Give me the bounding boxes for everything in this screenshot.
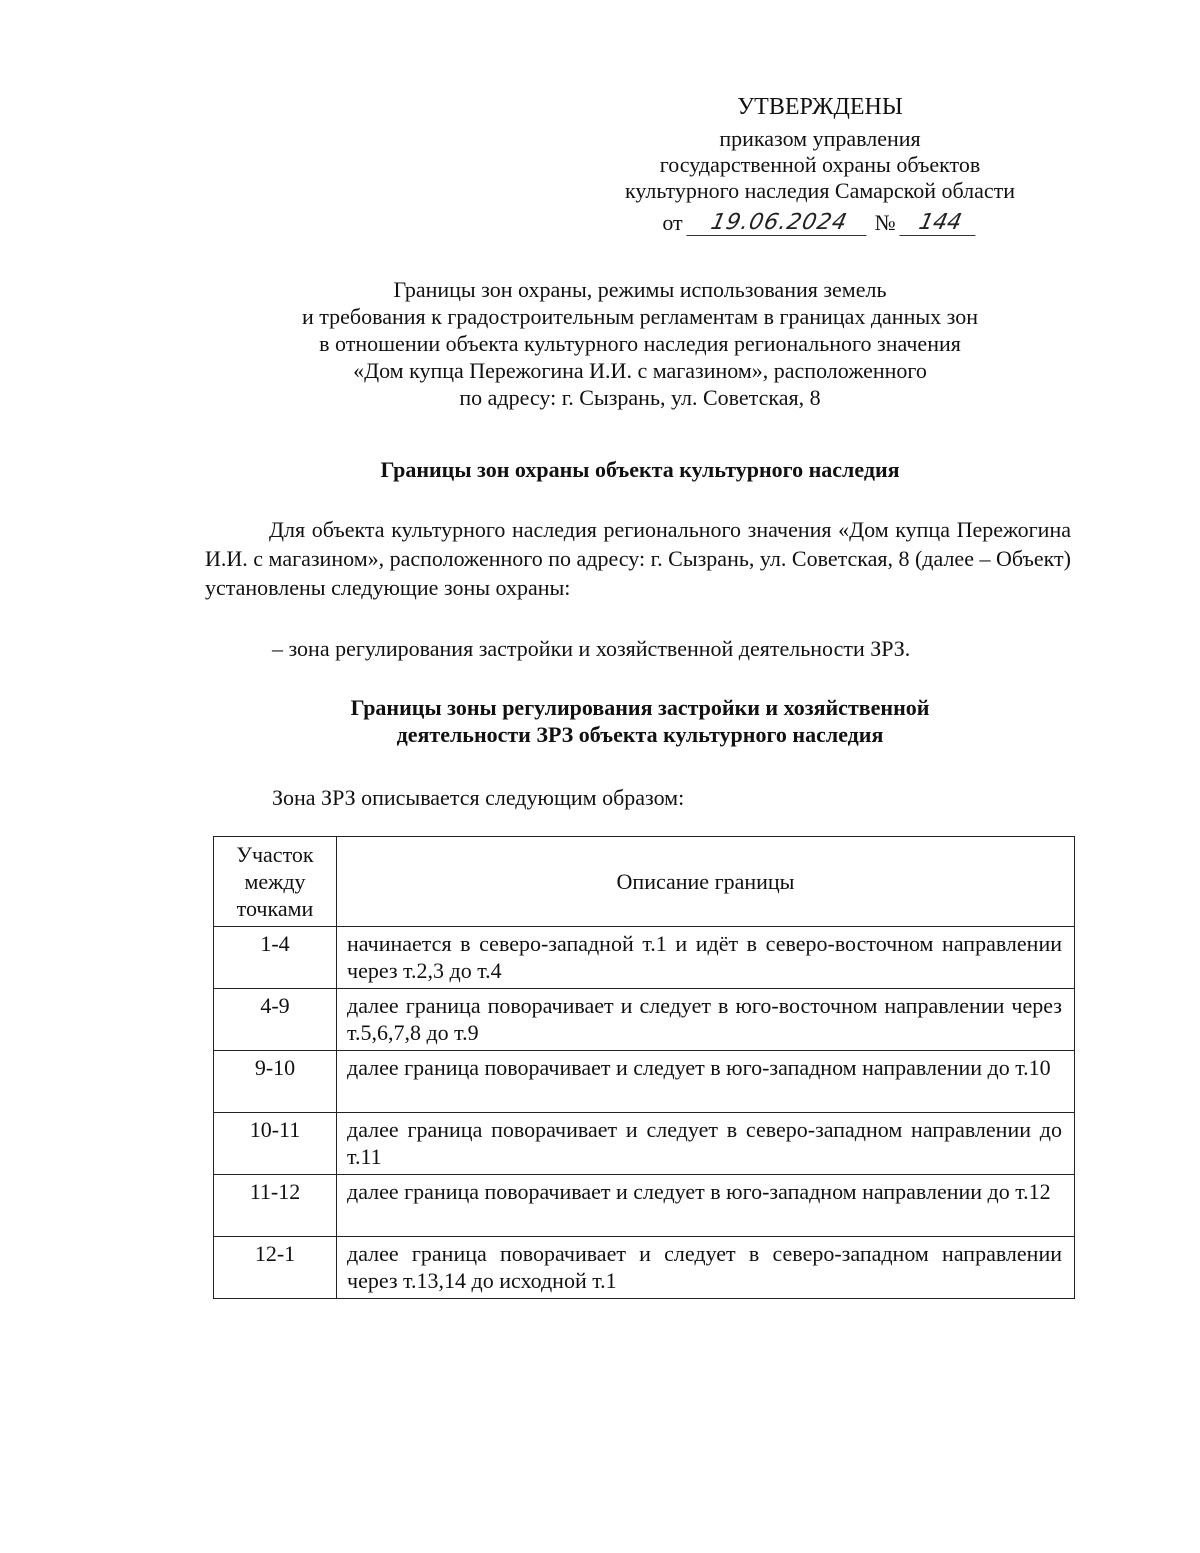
header-segment-line-3: точками: [236, 896, 314, 921]
approval-line-2: государственной охраны объектов: [659, 152, 981, 177]
row-segment: 9-10: [214, 1051, 337, 1113]
header-segment-line-1: Участок: [236, 842, 314, 867]
section-heading-zrz-line-2: деятельности ЗРЗ объекта культурного наследия: [396, 722, 884, 747]
row-segment: 11-12: [214, 1175, 337, 1237]
order-reference: [560, 206, 1080, 236]
table-row: [214, 1113, 1075, 1175]
table-row: [214, 1051, 1075, 1113]
approval-block: [560, 92, 1080, 236]
header-description: Описание границы: [337, 837, 1075, 927]
document-title-line-5: по адресу: г. Сызрань, ул. Советская, 8: [459, 385, 821, 410]
document-title-line-4: «Дом купца Пережогина И.И. с магазином», расположенного: [353, 358, 927, 383]
table-row: [214, 1175, 1075, 1237]
from-label: от: [662, 210, 683, 235]
handwritten-date: 19.06.2024: [686, 211, 871, 236]
table-row: [214, 1237, 1075, 1299]
row-description: далее граница поворачивает и следует в юго-западном направлении до т.12: [337, 1175, 1075, 1237]
header-segment: [214, 837, 337, 927]
approval-title: УТВЕРЖДЕНЫ: [737, 94, 903, 120]
row-segment: 10-11: [214, 1113, 337, 1175]
zone-bullet: – зона регулирования застройки и хозяйственной деятельности ЗРЗ.: [272, 636, 911, 661]
table-header-row: [214, 837, 1075, 927]
section-paragraph: Для объекта культурного наследия регионального значения «Дом купца Пережогина И.И. с магазином», расположенного по адресу: г. Сызрань, ул. Советская, 8 (далее – Объект) установлены следующие зоны охраны:: [205, 517, 1071, 600]
table-row: [214, 989, 1075, 1051]
row-segment: 4-9: [214, 989, 337, 1051]
number-label: №: [874, 210, 896, 235]
approval-line-3: культурного наследия Самарской области: [624, 178, 1016, 203]
row-description: далее граница поворачивает и следует в юго-восточном направлении через т.5,6,7,8 до т.9: [337, 989, 1075, 1051]
document-title-line-3: в отношении объекта культурного наследия регионального значения: [319, 331, 961, 356]
row-segment: 1-4: [214, 927, 337, 989]
section-heading-zrz: [140, 694, 1140, 748]
row-description: далее граница поворачивает и следует в северо-западном направлении через т.13,14 до исходной т.1: [337, 1237, 1075, 1299]
header-segment-line-2: между: [244, 869, 306, 894]
zone-intro: Зона ЗРЗ описывается следующим образом:: [272, 785, 685, 810]
handwritten-number: 144: [899, 211, 980, 236]
approval-line-1: приказом управления: [719, 126, 921, 151]
boundary-table: [213, 836, 1075, 1299]
document-title: [140, 276, 1140, 411]
section-heading-protection-zones: Границы зон охраны объекта культурного наследия: [380, 457, 900, 482]
section-heading-zrz-line-1: Границы зоны регулирования застройки и хозяйственной: [350, 695, 930, 720]
row-description: начинается в северо-западной т.1 и идёт в северо-восточном направлении через т.2,3 до т.4: [337, 927, 1075, 989]
document-title-line-1: Границы зон охраны, режимы использования земель: [393, 277, 887, 302]
document-title-line-2: и требования к градостроительным регламентам в границах данных зон: [302, 304, 978, 329]
table-row: [214, 927, 1075, 989]
row-description: далее граница поворачивает и следует в юго-западном направлении до т.10: [337, 1051, 1075, 1113]
row-segment: 12-1: [214, 1237, 337, 1299]
row-description: далее граница поворачивает и следует в северо-западном направлении до т.11: [337, 1113, 1075, 1175]
